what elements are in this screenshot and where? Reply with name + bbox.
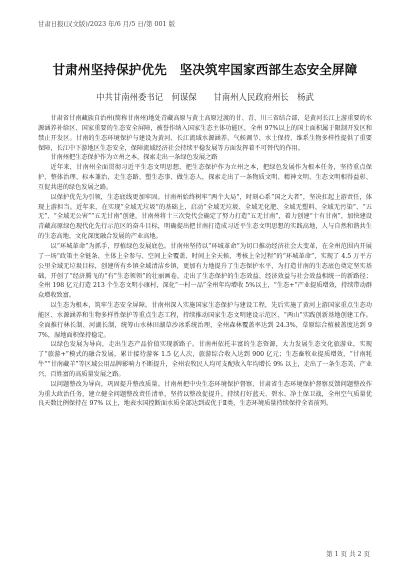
paragraph: 以“环城革命”为抓手，厚植绿色发展底色。甘南州坚持以“环城革命”为切口推动经济社会大变革，在全州范围内开展了一场“政策主全链条、主体上全参与、空间上全覆盖、时间上全天候、考核上全过程”的“环城革命”，实现了 4.5 万平方公里全域无垃圾目标，创建所有乡镇全域清洁乡镇，更加有力地提升了生态保护水平，为打造甘南的生态底色奠定坚实基础，开创了“经济腾飞的“有”生态领领”的壮丽画卷，走出了生态保护的生态效益、经济效益与社会效益相统一的新路径；全州 198 亿元打造 213 个生态文明小康村，深化“一村一品”全州年均增收 5%以上，“生态+”产业提质增效，持续带动群众增收致富。 <box>38 242 372 300</box>
author-2: 甘南州人民政府州长 杨武 <box>213 92 314 102</box>
paragraph: 近年来，甘南州全面贯彻习近平生态文明思想，把生态保护作为立州之本，把绿色发展作为根本任务，坚持重点保护、整体治理、标本兼治，走生态路、塑生态事、做生态人，探索走出了一条物质文明、精神文明、生态文明相得益彰、互促共进的绿色发展之路。 <box>38 164 372 191</box>
author-line <box>38 91 372 103</box>
author-1: 中共甘南州委书记 何谋保 <box>96 92 197 102</box>
paragraph: 以保护优先为引领，生态底线更加牢固。甘南州始终树牢“两个大局”，时刻心系“国之大者”，坚决扛起上游责任，体现上游担当。近年来，在实现“全域无垃圾”的基础上，启动“全域无垃圾、全域无化肥、全域无塑料、全域无污染”、“五无”、“全域无公害”“五无甘南”创建，甘南州将十三次党代会确定了努力打造“五无甘南”，着力创建“十有甘南”，加快建设青藏高原绿色现代化先行示范区的奋斗目标，明确提出把甘南打造成习近平生态文明思想的实践高地，人与自然和谐共生的生态高地、文化深度融合发展的产业高地。 <box>38 193 372 241</box>
article-body <box>38 114 372 529</box>
article-title: 甘肃州坚持保护优先 坚决筑牢国家西部生态安全屏障 <box>52 62 358 77</box>
paragraph: 甘肃省甘南藏族自治州(简称甘南州)地处青藏高原与黄土高原过渡的甘、青、川三省结合部，是黄河长江上游重要的水源涵养补给区、国家重要的生态安全屏障，被誉作纳入国家生态主体功能区，全州 97%以上的国土面积属于限制开发区和禁止开发区。甘南的生态环境保护与建设为黄河、长江流域水源涵养、气候调节、水土保持、维系生物多样性提供了重要保障，长江中下游地区生态安全，保障流域经济社会持续平稳发展等方面发挥着不可替代的作用。 <box>38 115 372 152</box>
paragraph: 以生态为根本，筑牢生态安全屏障。甘南州深入实施国家生态保护与建设工程，先后实施了黄河上游国家重点生态功能区、水源涵养和生物多样性保护等重点生态工程，持续推动国家生态文明建设示范区、“两山”实践创新基地创建工作。全面推行林长制、河湖长制，统筹山水林田湖草沙冰系统治理，全州森林覆盖率达到 24.3%，草原综合植被盖度达到 97%，湿地面积保持稳定。 <box>38 302 372 339</box>
paragraph: 甘南州把生态保护作为立州之本，探索走出一条绿色发展之路 <box>50 154 218 162</box>
paragraph: 以绿色发展为导向，走出生态产品价值实现新路子。甘南州依托丰富的生态资源，大力发展生态文化旅游业，实现了“旅游+”模式的融合发展，累计接待游客 1.5 亿人次，旅游综合收入达到 900 亿元；生态畜牧业提质增效，“甘南牦牛”“甘南藏羊”等区域公用品牌影响力不断提升，全州农牧民人均可支配收入年均增长 9% 以上，走出了一条生态美、产业兴、百姓富的高质量发展之路。 <box>38 341 372 378</box>
page-number: 第 1 页 共 2 页 <box>326 550 370 558</box>
paragraph: 以问题整改为导向，巩固提升整改质量。甘南州把中央生态环境保护督察、甘肃省生态环境保护督察反馈问题整改作为重大政治任务，建立健全问题整改责任清单，坚持以整改促提升，持续打好蓝天、碧水、净土保卫战，全州空气质量优良天数比例保持在 97% 以上，地表水国控断面水质全部达到或优于Ⅱ类，生态环境质量持续保持全省前列。 <box>38 380 372 408</box>
source-line: 甘肃日报(汉文版)/2023 年/6 月/5 日/第 001 版 <box>38 20 176 28</box>
